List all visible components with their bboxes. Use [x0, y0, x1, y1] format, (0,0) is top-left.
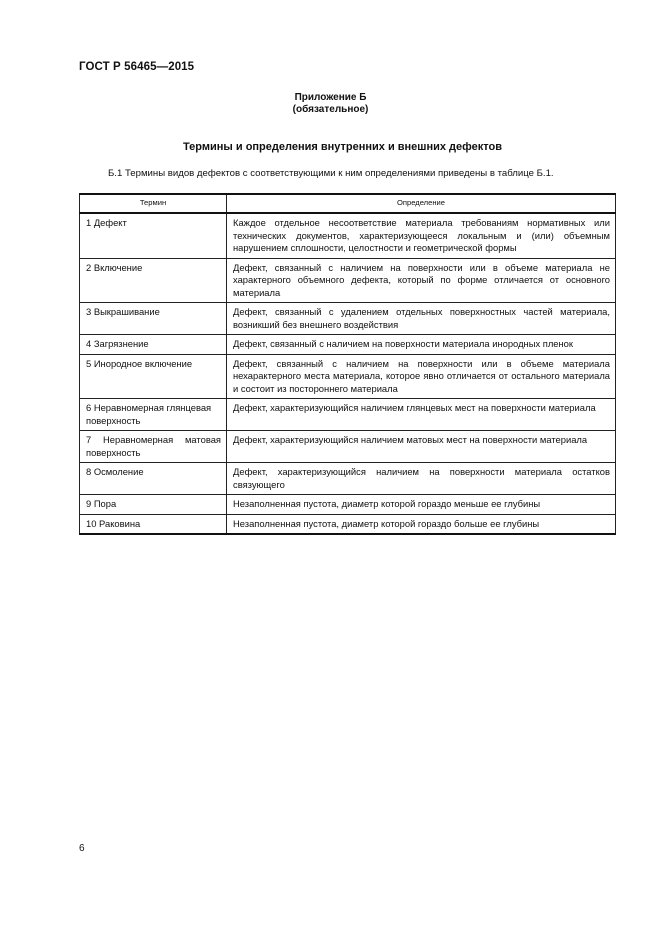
table-row: [80, 335, 616, 355]
term-cell: 1 Дефект: [80, 213, 227, 258]
appendix-status: (обязательное): [292, 104, 369, 115]
definition-cell: Каждое отдельное несоответствие материала требованиям нормативных или технических документов, характеризующееся локальным и (или) объемным нарушением сплошности, целостности и геометрической формы: [227, 213, 616, 258]
definition-cell: Незаполненная пустота, диаметр которой гораздо больше ее глубины: [227, 514, 616, 534]
term-cell: 4 Загрязнение: [80, 335, 227, 355]
term-cell: 10 Раковина: [80, 514, 227, 534]
term-cell: 6 Неравномерная глянцевая поверхность: [80, 399, 227, 431]
appendix-heading: [0, 92, 661, 116]
definition-cell: Незаполненная пустота, диаметр которой гораздо меньше ее глубины: [227, 495, 616, 515]
term-cell: 7 Неравномерная матовая поверхность: [80, 431, 227, 463]
term-cell: 9 Пора: [80, 495, 227, 515]
appendix-title: Приложение Б: [294, 92, 367, 103]
column-header-term: Термин: [80, 194, 227, 213]
terms-table: [79, 193, 616, 535]
table-row: [80, 431, 616, 463]
document-code: ГОСТ Р 56465—2015: [79, 61, 195, 73]
section-title: Термины и определения внутренних и внешних дефектов: [183, 141, 502, 153]
table-row: [80, 514, 616, 534]
term-cell: 5 Инородное включение: [80, 354, 227, 399]
intro-paragraph: Б.1 Термины видов дефектов с соответствующими к ним определениями приведены в таблице Б.1.: [108, 168, 554, 179]
table-row: [80, 258, 616, 303]
term-cell: 8 Осмоление: [80, 463, 227, 495]
definition-cell: Дефект, характеризующийся наличием на поверхности материала остатков связующего: [227, 463, 616, 495]
table-row: [80, 399, 616, 431]
table-row: [80, 213, 616, 258]
term-cell: 2 Включение: [80, 258, 227, 303]
table-row: [80, 463, 616, 495]
definition-cell: Дефект, характеризующийся наличием глянцевых мест на поверхности материала: [227, 399, 616, 431]
table-header-row: [80, 194, 616, 213]
page-number: 6: [79, 843, 85, 854]
definition-cell: Дефект, связанный с наличием на поверхности или в объеме материала не характерного объемного дефекта, который по форме отличается от основного материала: [227, 258, 616, 303]
table-row: [80, 303, 616, 335]
definition-cell: Дефект, связанный с наличием на поверхности или в объеме материала нехарактерного места материала, которое явно отличается от остального материала и состоит из постороннего материала: [227, 354, 616, 399]
column-header-definition: Определение: [227, 194, 616, 213]
definition-cell: Дефект, связанный с наличием на поверхности материала инородных пленок: [227, 335, 616, 355]
definition-cell: Дефект, связанный с удалением отдельных поверхностных частей материала, возникший без внешнего воздействия: [227, 303, 616, 335]
definition-cell: Дефект, характеризующийся наличием матовых мест на поверхности материала: [227, 431, 616, 463]
term-cell: 3 Выкрашивание: [80, 303, 227, 335]
table-row: [80, 495, 616, 515]
table-row: [80, 354, 616, 399]
